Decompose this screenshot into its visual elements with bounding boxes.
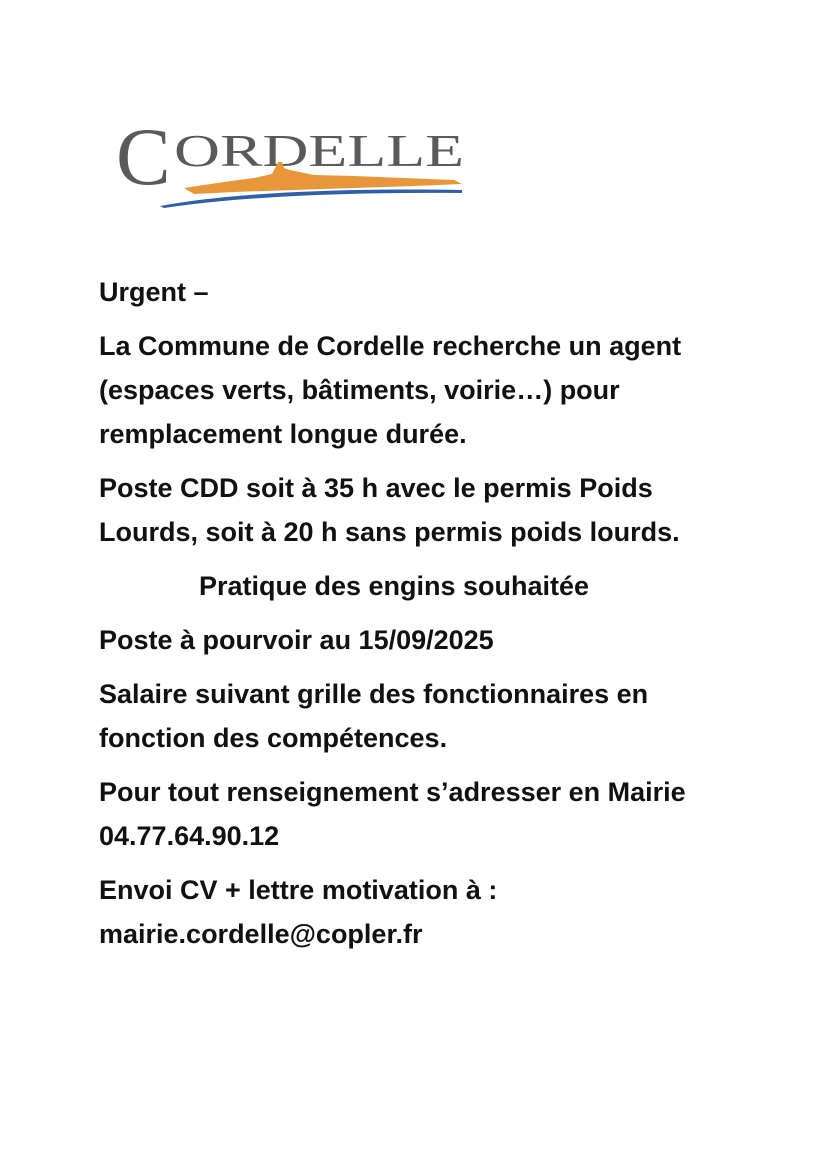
notice-apply: Envoi CV + lettre motivation à : mairie.cordelle@copler.fr (99, 875, 498, 949)
notice-start-date: Poste à pourvoir au 15/09/2025 (99, 625, 494, 655)
notice-heading: Urgent – (99, 277, 209, 307)
job-notice (99, 270, 759, 966)
notice-intro: La Commune de Cordelle recherche un agent (espaces verts, bâtiments, voirie…) pour remplacement longue durée. (99, 331, 682, 449)
cordelle-logo (114, 118, 470, 210)
notice-engines: Pratique des engins souhaitée (198, 571, 590, 601)
notice-info: Pour tout renseignement s’adresser en Mairie 04.77.64.90.12 (99, 777, 686, 851)
logo-letter-c: C (116, 118, 171, 202)
logo-letters: ORDELLE (174, 125, 464, 176)
notice-salary: Salaire suivant grille des fonctionnaires en fonction des compétences. (99, 679, 649, 753)
notice-position: Poste CDD soit à 35 h avec le permis Poids Lourds, soit à 20 h sans permis poids lourds. (99, 473, 680, 547)
cordelle-logo-graphic (114, 118, 470, 210)
